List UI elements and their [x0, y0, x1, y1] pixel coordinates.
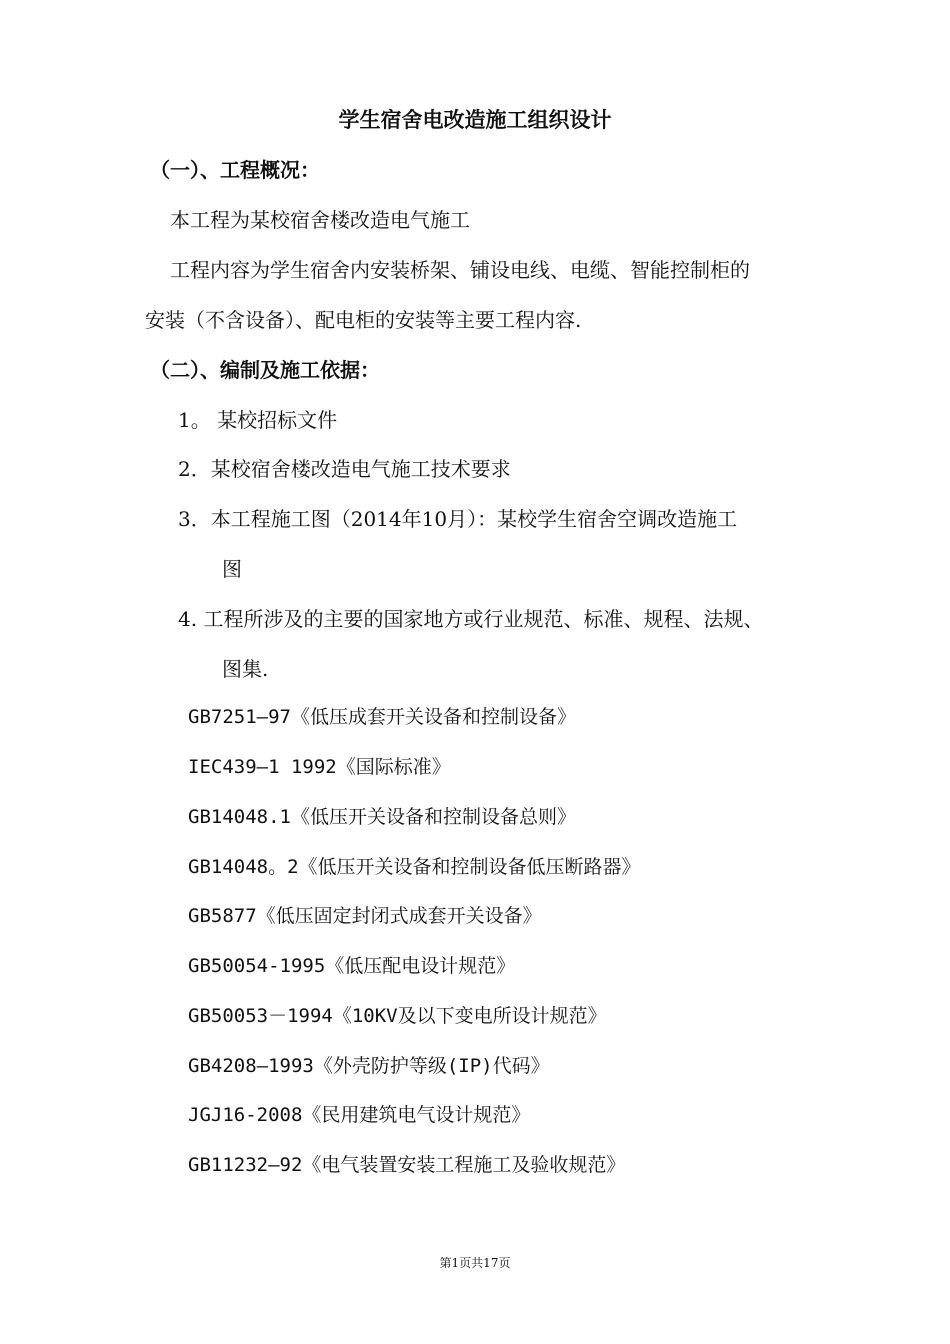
basis-item-1: 1。 某校招标文件 — [178, 408, 338, 432]
standard-iec439: IEC439—1 1992《国际标准》 — [188, 756, 451, 778]
section-1-paragraph-2-line-2: 安装（不含设备）、配电柜的安装等主要工程内容. — [145, 308, 582, 332]
standard-gb14048-2: GB14048。2《低压开关设备和控制设备低压断路器》 — [188, 856, 641, 878]
standard-jgj16: JGJ16-2008《民用建筑电气设计规范》 — [188, 1104, 531, 1126]
section-1-paragraph-1: 本工程为某校宿舍楼改造电气施工 — [170, 208, 470, 232]
standard-gb14048-1: GB14048.1《低压开关设备和控制设备总则》 — [188, 806, 576, 828]
section-1-paragraph-2-line-1: 工程内容为学生宿舍内安装桥架、铺设电线、电缆、智能控制柜的 — [170, 258, 750, 282]
basis-item-3: 3．本工程施工图（2014年10月）：某校学生宿舍空调改造施工 — [178, 507, 738, 531]
basis-item-4-continued: 图集. — [222, 657, 269, 681]
document-title: 学生宿舍电改造施工组织设计 — [338, 108, 612, 132]
basis-item-4: 4. 工程所涉及的主要的国家地方或行业规范、标准、规程、法规、 — [178, 607, 764, 631]
standard-gb4208: GB4208—1993《外壳防护等级(IP)代码》 — [188, 1055, 550, 1077]
basis-item-3-continued: 图 — [222, 557, 242, 581]
basis-item-2: 2．某校宿舍楼改造电气施工技术要求 — [178, 457, 511, 481]
section-1-heading: （一）、工程概况： — [150, 158, 320, 182]
standard-gb50054: GB50054-1995《低压配电设计规范》 — [188, 955, 516, 977]
standard-gb11232: GB11232—92《电气装置安装工程施工及验收规范》 — [188, 1154, 626, 1176]
section-2-heading: （二）、编制及施工依据： — [150, 358, 380, 382]
standard-gb50053: GB50053－1994《10KV及以下变电所设计规范》 — [188, 1005, 607, 1027]
standard-gb7251: GB7251—97《低压成套开关设备和控制设备》 — [188, 706, 576, 728]
page-footer: 第1页共17页 — [439, 1256, 511, 1270]
standard-gb5877: GB5877《低压固定封闭式成套开关设备》 — [188, 905, 542, 927]
